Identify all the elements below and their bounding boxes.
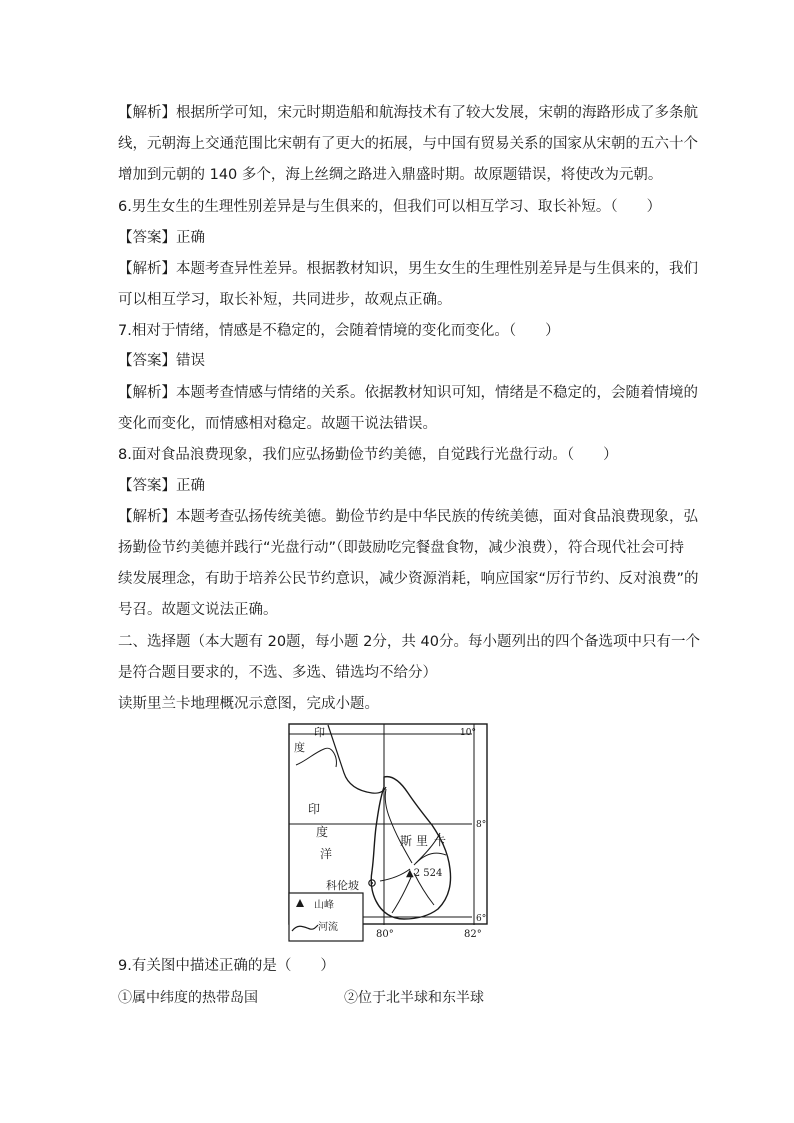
analysis-6-line1: 【解析】本题考查异性差异。根据教材知识，男生女生的生理性别差异是与生俱来的，我们 xyxy=(118,261,698,277)
map-instruction: 读斯里兰卡地理概况示意图，完成小题。 xyxy=(118,696,379,712)
analysis-5-line1: 【解析】根据所学可知，宋元时期造船和航海技术有了较大发展，宋朝的海路形成了多条航 xyxy=(118,105,698,121)
india-label-1: 印 xyxy=(314,726,325,739)
longitude-82-label: 82° xyxy=(464,929,482,940)
answer-6: 【答案】正确 xyxy=(118,230,205,246)
answer-8: 【答案】正确 xyxy=(118,478,205,494)
question-7: 7.相对于情绪，情感是不稳定的，会随着情境的变化而变化。（ ） xyxy=(118,323,560,339)
question-9: 9.有关图中描述正确的是（ ） xyxy=(118,958,335,974)
legend-river-label: 河流 xyxy=(318,922,338,933)
section-heading-line1: 二、选择题（本大题有 20题，每小题 2分，共 40分。每小题列出的四个备选项中只有一个 xyxy=(118,634,700,650)
section-heading-line2: 是符合题目要求的，不选、多选、错选均不给分） xyxy=(118,665,437,681)
analysis-5-line3: 增加到元朝的 140 多个，海上丝绸之路进入鼎盛时期。故原题错误，将使改为元朝。 xyxy=(118,167,663,183)
river-1 xyxy=(385,789,412,863)
option-1: ①属中纬度的热带岛国 xyxy=(118,990,258,1006)
analysis-8-line3: 续发展理念，有助于培养公民节约意识，减少资源消耗，响应国家“厉行节约、反对浪费”的 xyxy=(118,571,699,587)
india-label-2: 度 xyxy=(294,741,305,754)
analysis-8-line1: 【解析】本题考查弘扬传统美德。勤俭节约是中华民族的传统美德，面对食品浪费现象，弘 xyxy=(118,509,698,525)
latitude-8-label: 8° xyxy=(476,820,487,830)
country-label-2: 里 xyxy=(416,834,429,848)
analysis-5-line2: 线，元朝海上交通范围比宋朝有了更大的拓展，与中国有贸易关系的国家从宋朝的五六十个 xyxy=(118,136,698,152)
analysis-8-line4: 号召。故题文说法正确。 xyxy=(118,602,278,618)
answer-7: 【答案】错误 xyxy=(118,353,205,369)
river-5 xyxy=(392,875,412,913)
question-6: 6.男生女生的生理性别差异是与生俱来的，但我们可以相互学习、取长补短。（ ） xyxy=(118,199,662,215)
option-2: ②位于北半球和东半球 xyxy=(344,990,484,1006)
sri-lanka-map xyxy=(288,723,488,945)
legend-peak-label: 山峰 xyxy=(314,900,334,911)
capital-marker-dot xyxy=(371,882,373,884)
ocean-label-1: 印 xyxy=(308,802,321,816)
country-label-3: 卡 xyxy=(434,834,447,848)
ocean-label-3: 洋 xyxy=(320,847,333,861)
analysis-7-line2: 变化而变化，而情感相对稳定。故题干说法错误。 xyxy=(118,416,437,432)
question-8: 8.面对食品浪费现象，我们应弘扬勤俭节约美德，自觉践行光盘行动。（ ） xyxy=(118,447,618,463)
analysis-6-line2: 可以相互学习，取长补短，共同进步，故观点正确。 xyxy=(118,292,452,308)
capital-label: 科伦坡 xyxy=(326,879,359,892)
longitude-80-label: 80° xyxy=(376,929,394,940)
india-coastline xyxy=(328,725,386,793)
peak-label: ▲2 524 xyxy=(406,868,443,879)
analysis-7-line1: 【解析】本题考查情感与情绪的关系。依据教材知识可知，情绪是不稳定的，会随着情境的 xyxy=(118,385,698,401)
latitude-6-label: 6° xyxy=(476,914,487,924)
analysis-8-line2: 扬勤俭节约美德并践行“光盘行动”（即鼓励吃完餐盘食物，减少浪费），符合现代社会可持 xyxy=(118,540,685,556)
country-label-1: 斯 xyxy=(400,834,413,848)
ocean-label-2: 度 xyxy=(316,825,329,839)
latitude-10-label: 10° xyxy=(460,728,476,738)
